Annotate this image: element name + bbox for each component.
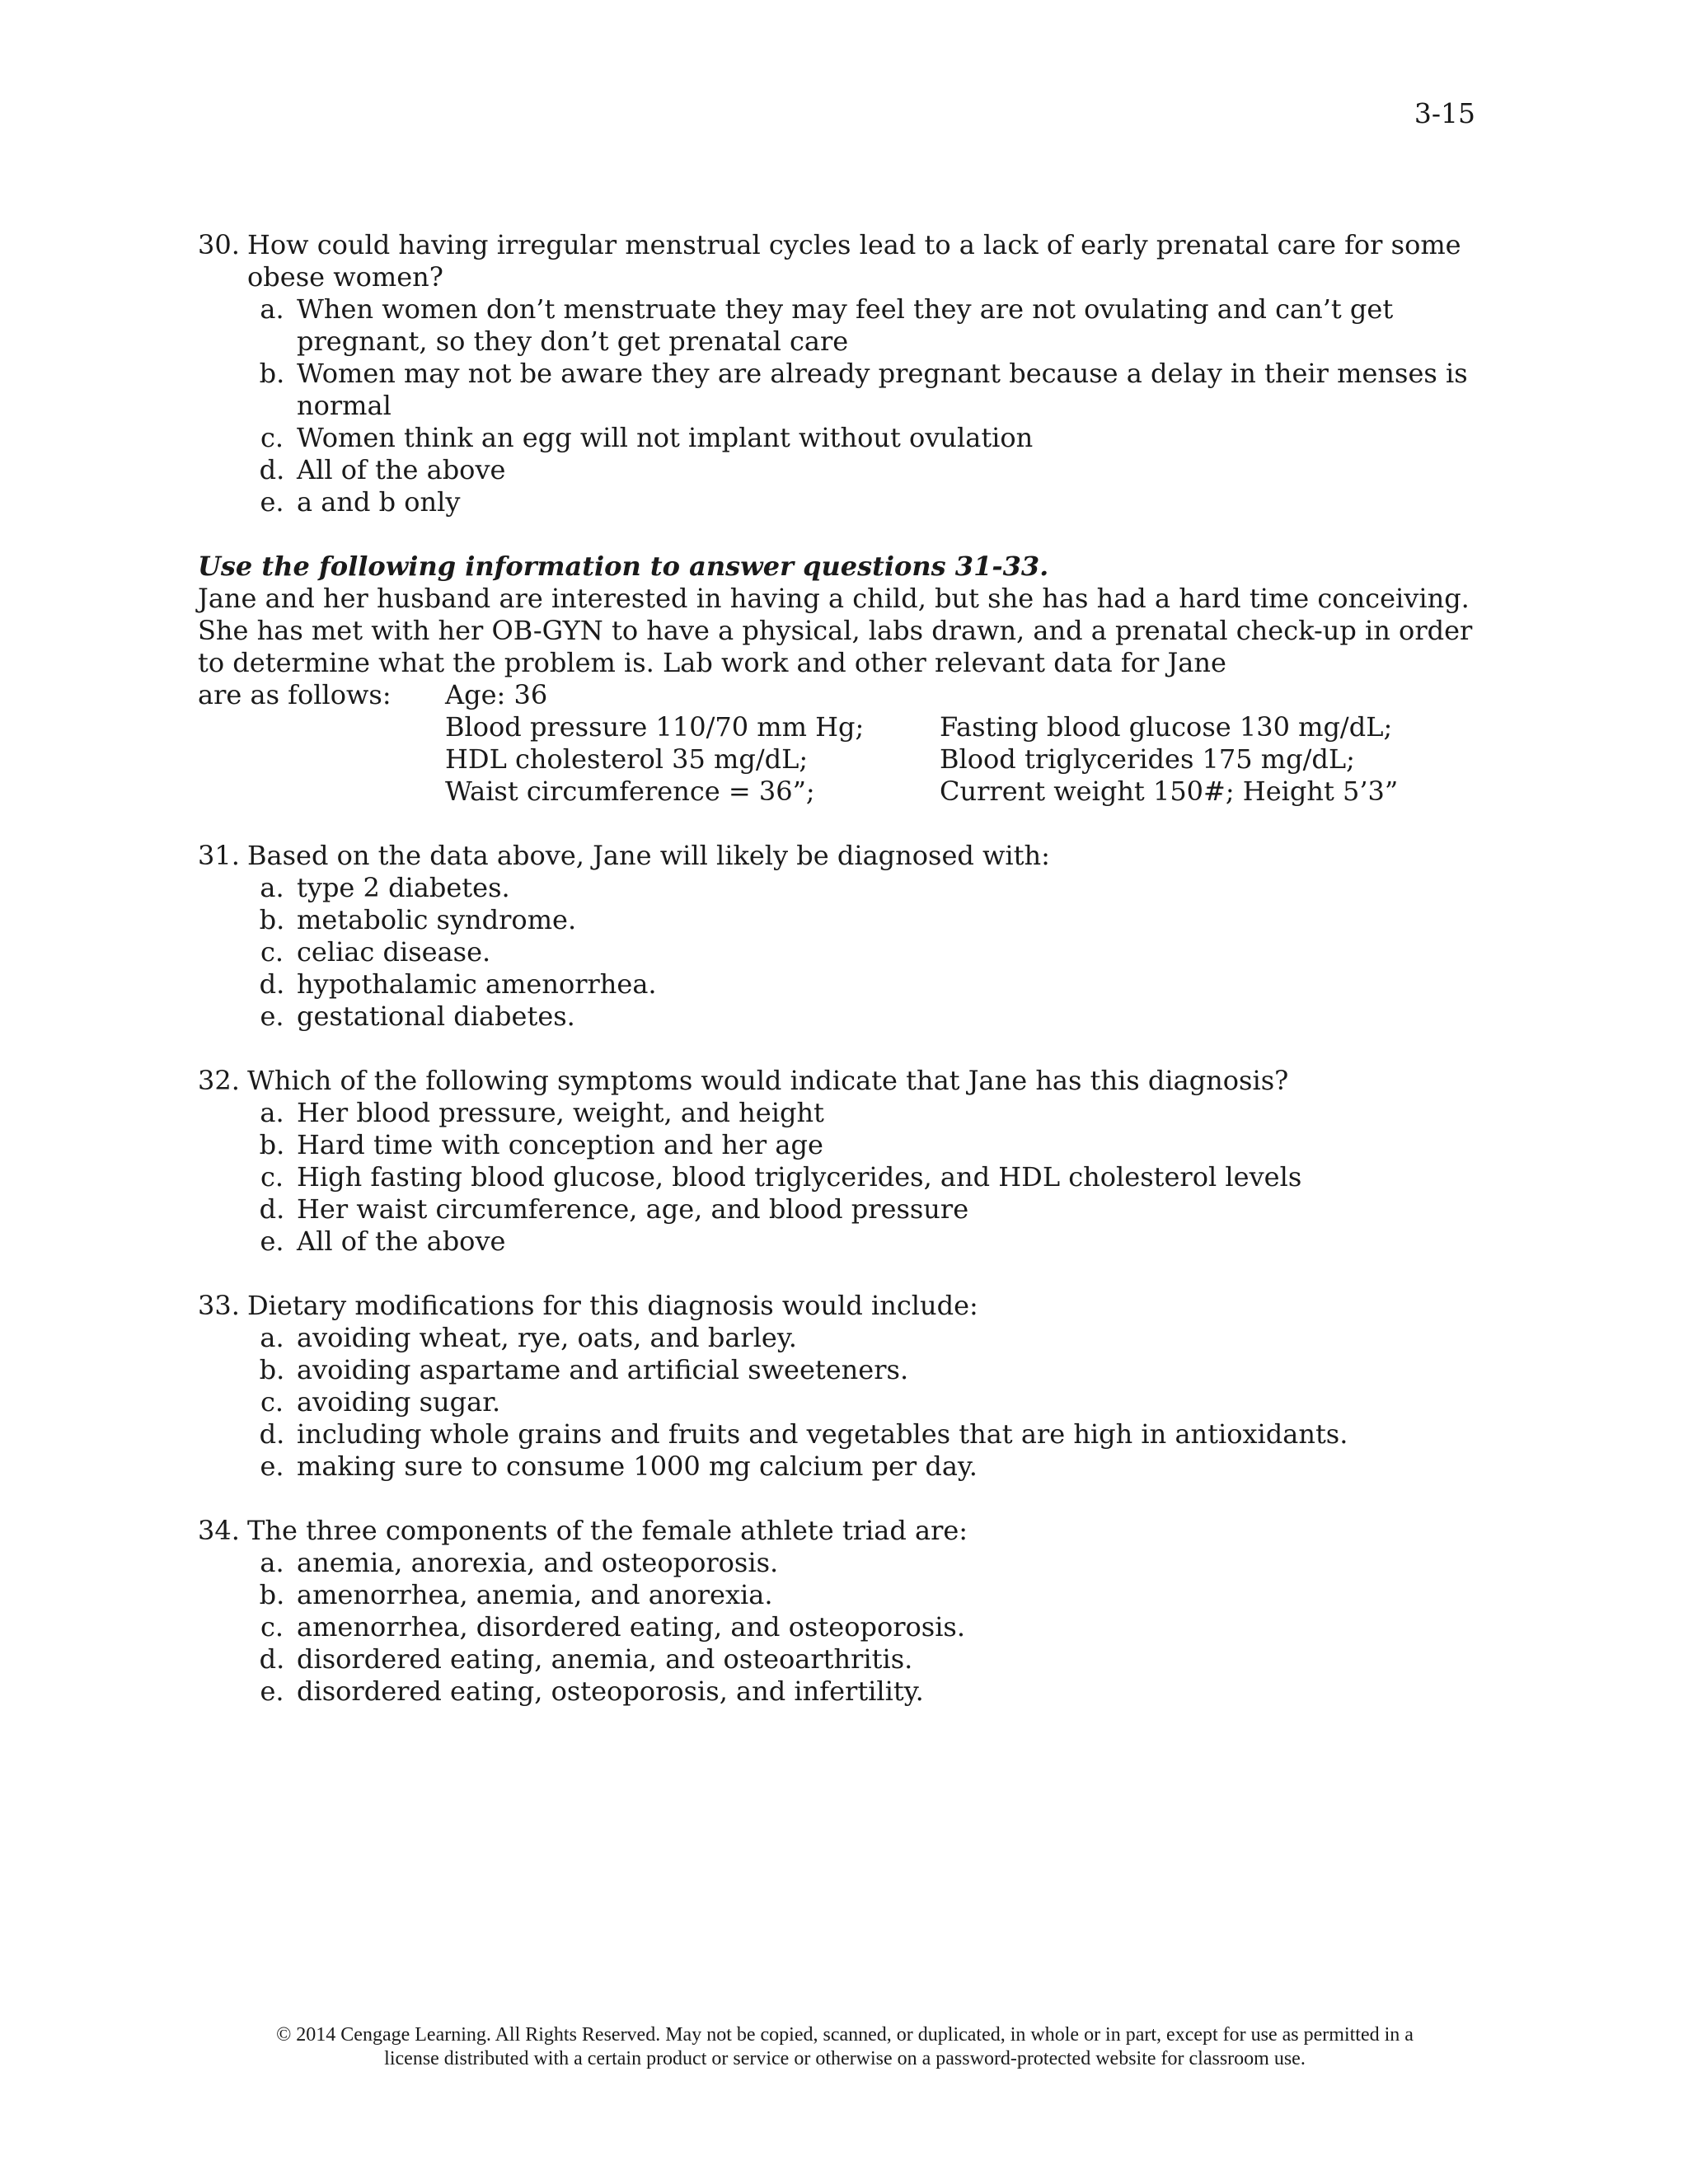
answer-option [198, 872, 1492, 904]
option-text: type 2 diabetes. [297, 872, 510, 903]
option-letter: e. [260, 486, 284, 518]
question-text: Which of the following symptoms would indicate that Jane has this diagnosis? [247, 1065, 1289, 1096]
question-number: 33. [198, 1290, 240, 1321]
case-information [198, 551, 1492, 808]
answer-option [198, 968, 1492, 1001]
question-text: Based on the data above, Jane will likely be diagnosed with: [247, 840, 1050, 871]
question-number: 32. [198, 1065, 240, 1096]
answer-option [198, 1097, 1492, 1129]
option-letter: b. [259, 1354, 285, 1385]
option-letter: d. [259, 1193, 285, 1225]
case-lead: are as follows: [198, 679, 392, 710]
option-letter: a. [260, 872, 284, 903]
option-text: All of the above [297, 1226, 506, 1257]
option-text: disordered eating, osteoporosis, and infertility. [297, 1675, 924, 1707]
option-letter: c. [260, 1611, 284, 1643]
question-33 [198, 1290, 1492, 1483]
answer-option [198, 904, 1492, 936]
option-text: celiac disease. [297, 936, 491, 968]
option-letter: c. [260, 1161, 284, 1193]
answer-option [198, 1129, 1492, 1161]
option-text: When women don’t menstruate they may feel they are not ovulating and can’t get pregnant, so they don’t get prenatal care [297, 293, 1394, 357]
option-text: amenorrhea, anemia, and anorexia. [297, 1579, 773, 1610]
option-text: Hard time with conception and her age [297, 1129, 823, 1160]
answer-option [198, 422, 1492, 454]
option-letter: b. [259, 1579, 285, 1610]
option-text: amenorrhea, disordered eating, and osteoporosis. [297, 1611, 966, 1643]
option-text: High fasting blood glucose, blood triglycerides, and HDL cholesterol levels [297, 1161, 1302, 1193]
case-data-left: HDL cholesterol 35 mg/dL; [445, 743, 809, 775]
question-text: Dietary modifications for this diagnosis would include: [247, 1290, 978, 1321]
answer-option [198, 1226, 1492, 1258]
option-text: avoiding sugar. [297, 1386, 501, 1418]
option-letter: a. [260, 1547, 284, 1578]
page-content [198, 229, 1492, 1740]
footer-line: license distributed with a certain product or service or otherwise on a password-protected website for classroom use. [384, 2048, 1306, 2069]
option-text: Women may not be aware they are already pregnant because a delay in their menses is normal [297, 358, 1468, 421]
option-text: making sure to consume 1000 mg calcium per day. [297, 1451, 978, 1482]
option-letter: e. [260, 1451, 284, 1482]
option-letter: c. [260, 936, 284, 968]
answer-option [198, 1451, 1492, 1483]
option-letter: e. [260, 1226, 284, 1257]
footer-line: © 2014 Cengage Learning. All Rights Reserved. May not be copied, scanned, or duplicated, in whole or in part, except for use as permitted in a [276, 2024, 1414, 2046]
option-text: Women think an egg will not implant without ovulation [297, 422, 1034, 453]
answer-option [198, 1643, 1492, 1675]
case-data-right: Blood triglycerides 175 mg/dL; [940, 743, 1355, 775]
answer-option [198, 1579, 1492, 1611]
answer-option [198, 1675, 1492, 1708]
option-letter: a. [260, 1097, 284, 1128]
option-text: avoiding wheat, rye, oats, and barley. [297, 1322, 797, 1353]
option-letter: d. [259, 1643, 285, 1675]
question-number: 30. [198, 229, 240, 260]
question-number: 31. [198, 840, 240, 871]
copyright-footer [165, 2023, 1525, 2071]
answer-option [198, 1193, 1492, 1226]
page-number: 3-15 [1414, 97, 1475, 129]
case-data-row [198, 711, 1492, 743]
option-text: including whole grains and fruits and vegetables that are high in antioxidants. [297, 1418, 1348, 1450]
case-data-left: Waist circumference = 36”; [445, 776, 815, 807]
answer-option [198, 1001, 1492, 1033]
answer-option [198, 1547, 1492, 1579]
case-data-row [198, 743, 1492, 776]
case-data-row [198, 679, 1492, 711]
answer-option [198, 1322, 1492, 1354]
question-34 [198, 1515, 1492, 1708]
option-letter: c. [260, 1386, 284, 1418]
option-letter: e. [260, 1001, 284, 1032]
option-text: avoiding aspartame and artificial sweeteners. [297, 1354, 909, 1385]
case-data-right: Fasting blood glucose 130 mg/dL; [940, 711, 1393, 743]
option-text: gestational diabetes. [297, 1001, 575, 1032]
answer-option [198, 1161, 1492, 1193]
option-text: anemia, anorexia, and osteoporosis. [297, 1547, 779, 1578]
option-letter: d. [259, 1418, 285, 1450]
option-text: metabolic syndrome. [297, 904, 577, 935]
option-letter: d. [259, 968, 285, 1000]
case-data-right: Current weight 150#; Height 5’3” [940, 776, 1399, 807]
answer-option [198, 1354, 1492, 1386]
question-number: 34. [198, 1515, 240, 1546]
option-text: disordered eating, anemia, and osteoarthritis. [297, 1643, 913, 1675]
answer-option [198, 293, 1492, 358]
question-32 [198, 1065, 1492, 1258]
option-letter: d. [259, 454, 285, 485]
option-text: Her blood pressure, weight, and height [297, 1097, 824, 1128]
option-letter: a. [260, 293, 284, 325]
option-letter: e. [260, 1675, 284, 1707]
option-letter: c. [260, 422, 284, 453]
answer-option [198, 486, 1492, 518]
answer-option [198, 1418, 1492, 1451]
question-30 [198, 229, 1492, 518]
case-paragraph: Jane and her husband are interested in having a child, but she has had a hard time conceiving. She has met with her OB-GYN to have a physical, labs drawn, and a prenatal check-up in order to determine what the problem is. Lab work and other relevant data for Jane [198, 583, 1473, 678]
answer-option [198, 358, 1492, 422]
answer-option [198, 1611, 1492, 1643]
option-letter: b. [259, 358, 285, 389]
option-text: a and b only [297, 486, 461, 518]
option-text: All of the above [297, 454, 506, 485]
question-31 [198, 840, 1492, 1033]
option-letter: b. [259, 904, 285, 935]
answer-option [198, 936, 1492, 968]
question-text: The three components of the female athlete triad are: [247, 1515, 968, 1546]
option-text: Her waist circumference, age, and blood pressure [297, 1193, 969, 1225]
answer-option [198, 454, 1492, 486]
case-age: Age: 36 [445, 679, 548, 710]
case-title: Use the following information to answer questions 31-33. [198, 551, 1049, 582]
option-text: hypothalamic amenorrhea. [297, 968, 657, 1000]
option-letter: b. [259, 1129, 285, 1160]
case-data-row [198, 776, 1492, 808]
option-letter: a. [260, 1322, 284, 1353]
question-text: How could having irregular menstrual cycles lead to a lack of early prenatal care for some obese women? [247, 229, 1461, 293]
answer-option [198, 1386, 1492, 1418]
case-data-left: Blood pressure 110/70 mm Hg; [445, 711, 865, 743]
